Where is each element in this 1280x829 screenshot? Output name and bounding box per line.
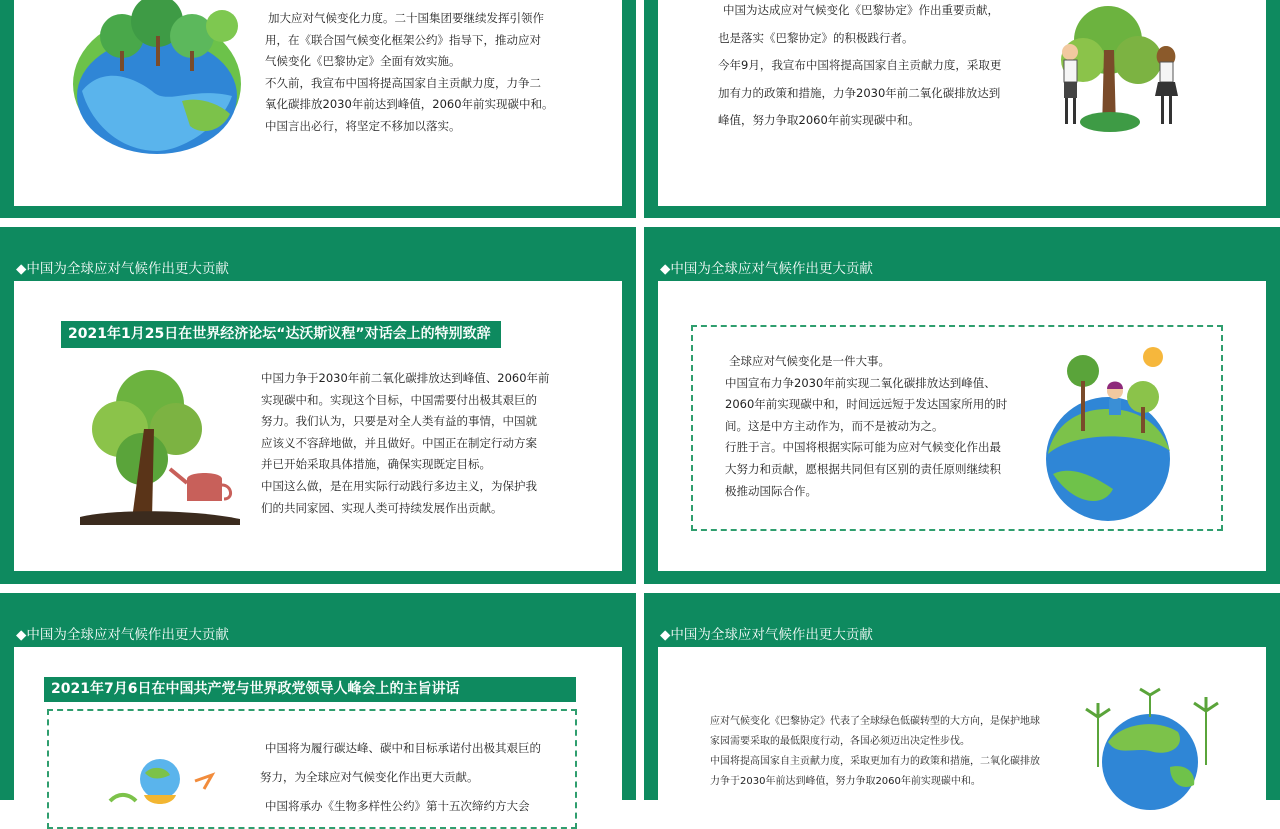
earth-with-trees-icon bbox=[72, 0, 252, 156]
text-line: 努力。我们认为，只要是对全人类有益的事情，中国就 bbox=[261, 414, 537, 429]
slide-2-panel bbox=[658, 0, 1266, 206]
text-line: 极推动国际合作。 bbox=[725, 483, 817, 498]
slide-3-text bbox=[261, 368, 550, 519]
text-line: 全球应对气候变化是一件大事。 bbox=[729, 354, 890, 368]
slide-4-text bbox=[725, 351, 1007, 502]
slide-3-panel bbox=[14, 281, 622, 571]
text-line: 不久前，我宣布中国将提高国家自主贡献力度，力争二 bbox=[265, 75, 541, 90]
children-planting-tree-icon bbox=[1038, 0, 1208, 150]
slide-2-text bbox=[718, 0, 1001, 132]
child-on-earth-sun-icon bbox=[1043, 339, 1193, 514]
text-line: 中国为达成应对气候变化《巴黎协定》作出重要贡献， bbox=[723, 3, 999, 17]
slide-3-banner: 2021年1月25日在世界经济论坛“达沃斯议程”对话会上的特别致辞 bbox=[61, 321, 501, 348]
text-line: 家园需要采取的最低限度行动，各国必须迈出决定性步伐。 bbox=[710, 736, 970, 747]
text-line: 中国力争于2030年前二氧化碳排放达到峰值、2060年前 bbox=[261, 371, 550, 385]
slide-6 bbox=[644, 593, 1280, 800]
text-line: 中国将为履行碳达峰、碳中和目标承诺付出极其艰巨的 bbox=[265, 741, 541, 755]
text-line: 氧化碳排放2030年前达到峰值，2060年前实现碳中和。 bbox=[265, 97, 554, 111]
tree-with-watering-can-icon bbox=[72, 359, 247, 529]
slide-1-text bbox=[265, 8, 554, 137]
slide-5 bbox=[0, 593, 636, 813]
text-line: 中国这么做，是在用实际行动践行多边主义，为保护我 bbox=[261, 478, 537, 493]
text-line: 用，在《联合国气候变化框架公约》指导下，推动应对 bbox=[265, 32, 541, 47]
slide-4 bbox=[644, 227, 1280, 584]
slide-6-text bbox=[710, 712, 1040, 792]
text-line: 今年9月，我宣布中国将提高国家自主贡献力度，采取更 bbox=[718, 58, 1002, 72]
text-line: 中国将提高国家自主贡献力度，采取更加有力的政策和措施，二氧化碳排放 bbox=[710, 756, 1040, 767]
text-line: 中国将承办《生物多样性公约》第十五次缔约方大会 bbox=[265, 799, 530, 813]
slide-3 bbox=[0, 227, 636, 584]
globe-trophy-icon bbox=[100, 751, 220, 811]
text-line: 中国言出必行，将坚定不移加以落实。 bbox=[265, 118, 461, 133]
text-line: 行胜于言。中国将根据实际可能为应对气候变化作出最 bbox=[725, 440, 1001, 455]
text-line: 应对气候变化《巴黎协定》代表了全球绿色低碳转型的大方向，是保护地球 bbox=[710, 716, 1040, 727]
slide-header: ◆中国为全球应对气候作出更大贡献 bbox=[660, 627, 873, 643]
slide-header: ◆中国为全球应对气候作出更大贡献 bbox=[16, 261, 229, 277]
text-line: 加大应对气候变化力度。二十国集团要继续发挥引领作 bbox=[268, 11, 544, 25]
slide-5-banner: 2021年7月6日在中国共产党与世界政党领导人峰会上的主旨讲话 bbox=[44, 677, 576, 702]
slide-5-text bbox=[260, 734, 541, 821]
text-line: 中国宣布力争2030年前实现二氧化碳排放达到峰值、 bbox=[725, 375, 996, 390]
text-line: 间。这是中方主动作为，而不是被动为之。 bbox=[725, 418, 944, 433]
slide-6-panel bbox=[658, 647, 1266, 807]
slide-1-panel bbox=[14, 0, 622, 206]
slide-header: ◆中国为全球应对气候作出更大贡献 bbox=[660, 261, 873, 277]
text-line: 2060年前实现碳中和，时间远远短于发达国家所用的时 bbox=[725, 397, 1008, 412]
text-line: 气候变化《巴黎协定》全面有效实施。 bbox=[265, 54, 461, 68]
slide-4-panel bbox=[658, 281, 1266, 571]
text-line: 加有力的政策和措施，力争2030年前二氧化碳排放达到 bbox=[718, 85, 1001, 100]
slide-header: ◆中国为全球应对气候作出更大贡献 bbox=[16, 627, 229, 643]
text-line: 大努力和贡献，愿根据共同但有区别的责任原则继续积 bbox=[725, 461, 1001, 476]
text-line: 也是落实《巴黎协定》的积极践行者。 bbox=[718, 30, 914, 45]
text-line: 努力，为全球应对气候变化作出更大贡献。 bbox=[260, 770, 479, 784]
text-line: 应该义不容辞地做，并且做好。中国正在制定行动方案 bbox=[261, 435, 537, 450]
text-line: 实现碳中和。实现这个目标，中国需要付出极其艰巨的 bbox=[261, 392, 537, 407]
slide-1 bbox=[0, 0, 636, 218]
text-line: 峰值，努力争取2060年前实现碳中和。 bbox=[718, 113, 920, 127]
slide-5-panel bbox=[14, 647, 622, 813]
earth-wind-turbines-icon bbox=[1078, 687, 1228, 807]
slide-2 bbox=[644, 0, 1280, 218]
text-line: 们的共同家园、实现人类可持续发展作出贡献。 bbox=[261, 500, 503, 515]
text-line: 力争于2030年前达到峰值，努力争取2060年前实现碳中和。 bbox=[710, 776, 981, 787]
text-line: 并已开始采取具体措施，确保实现既定目标。 bbox=[261, 457, 491, 472]
